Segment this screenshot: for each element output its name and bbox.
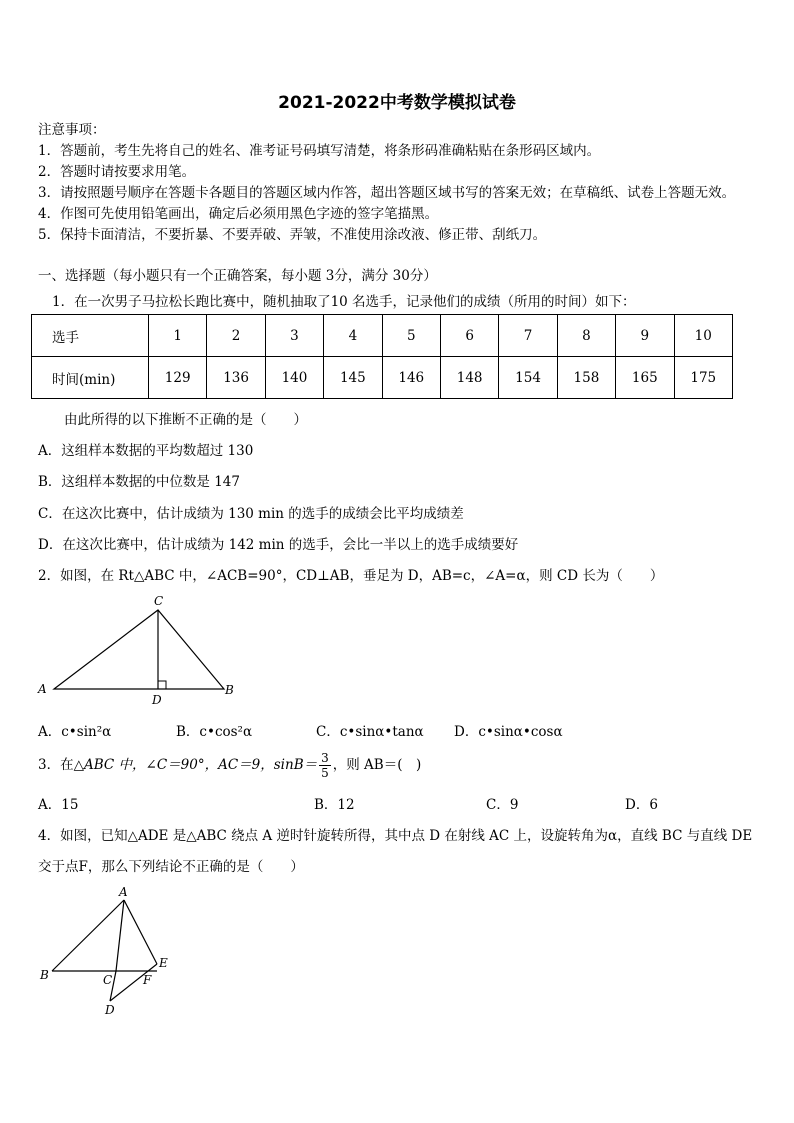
table-cell: 1	[149, 315, 207, 357]
q1-option-b: B．这组样本数据的中位数是 147	[38, 474, 240, 490]
notice-item: 1．答题前，考生先将自己的姓名、准考证号码填写清楚，将条形码准确粘贴在条形码区域内。	[38, 143, 601, 159]
q3-stem	[38, 748, 421, 782]
table-cell: 选手	[32, 315, 149, 357]
q1-data-table	[31, 314, 733, 399]
notice-item: 2．答题时请按要求用笔。	[38, 164, 196, 180]
table-cell: 2	[207, 315, 265, 357]
notice-item: 5．保持卡面清洁，不要折暴、不要弄破、弄皱，不准使用涂改液、修正带、刮纸刀。	[38, 227, 547, 243]
table-cell: 5	[382, 315, 440, 357]
table-cell: 6	[440, 315, 498, 357]
table-cell: 136	[207, 357, 265, 399]
table-cell: 145	[324, 357, 382, 399]
label-b: B	[225, 683, 234, 697]
q1-option-c: C．在这次比赛中，估计成绩为 130 min 的选手的成绩会比平均成绩差	[38, 506, 464, 522]
q4-stem-line1: 4．如图，已知△ADE 是△ABC 绕点 A 逆时针旋转所得，其中点 D 在射线 AC 上，设旋转角为α，直线 BC 与直线 DE	[38, 828, 753, 844]
notice-item: 4．作图可先使用铅笔画出，确定后必须用黑色字迹的签字笔描黑。	[38, 206, 439, 222]
table-cell: 3	[265, 315, 323, 357]
notice-item: 3．请按照题号顺序在答题卡各题目的答题区域内作答，超出答题区域书写的答案无效；在草稿纸、试卷上答题无效。	[38, 185, 736, 201]
q2-option-b: B．c•cos²α	[176, 724, 253, 740]
q3-options	[38, 793, 658, 813]
table-cell: 158	[557, 357, 615, 399]
q2-option-a: A．c•sin²α	[38, 724, 112, 740]
table-cell: 148	[440, 357, 498, 399]
table-row	[32, 315, 733, 357]
q1-option-d: D．在这次比赛中，估计成绩为 142 min 的选手，会比一半以上的选手成绩要好	[38, 537, 519, 553]
label-f: F	[143, 973, 152, 987]
right-angle-mark	[158, 681, 166, 689]
q4-stem-line2: 交于点F，那么下列结论不正确的是（ ）	[38, 859, 304, 875]
label-a: A	[38, 682, 47, 696]
section-heading: 一、选择题（每小题只有一个正确答案，每小题 3分，满分 30分）	[38, 268, 437, 284]
page-title: 2021-2022中考数学模拟试卷	[278, 93, 516, 113]
label-d: D	[105, 1003, 115, 1017]
table-cell: 165	[616, 357, 674, 399]
table-cell: 4	[324, 315, 382, 357]
notice-block	[38, 120, 735, 246]
q1-option-a: A．这组样本数据的平均数超过 130	[38, 443, 254, 459]
q2-option-c: C．c•sinα•tanα	[316, 724, 424, 740]
segment-ac	[116, 900, 124, 971]
q2-option-d: D．c•sinα•cosα	[454, 724, 563, 740]
q3-option-d: D．6	[625, 797, 658, 813]
table-cell: 140	[265, 357, 323, 399]
table-cell: 10	[674, 315, 732, 357]
q3-option-a: A．15	[38, 797, 79, 813]
table-cell: 154	[499, 357, 557, 399]
table-cell: 146	[382, 357, 440, 399]
label-a: A	[119, 885, 128, 899]
triangle-abc	[54, 610, 224, 689]
q1-stem: 1．在一次男子马拉松长跑比赛中，随机抽取了10 名选手，记录他们的成绩（所用的时间）如下：	[52, 294, 636, 310]
segment-ab	[52, 900, 124, 971]
q3-fraction	[319, 751, 331, 780]
q2-stem: 2．如图，在 Rt△ABC 中，∠ACB=90°，CD⊥AB，垂足为 D，AB=c，∠A=α，则 CD 长为（ ）	[38, 568, 664, 584]
q3-option-c: C．9	[486, 797, 519, 813]
q1-prompt: 由此所得的以下推断不正确的是（ ）	[64, 412, 307, 428]
q3-stem-prefix: 3．在	[38, 757, 74, 773]
segment-ae	[124, 900, 157, 964]
q2-triangle-figure	[36, 590, 246, 710]
notice-heading: 注意事项：	[38, 122, 106, 138]
q3-stem-suffix: ，则 AB＝( )	[332, 757, 422, 773]
label-d: D	[152, 693, 162, 707]
q3-stem-math: △ABC 中，∠C＝90°，AC＝9，sinB＝	[73, 757, 318, 773]
table-cell: 175	[674, 357, 732, 399]
table-cell: 8	[557, 315, 615, 357]
label-c: C	[154, 594, 164, 608]
table-cell: 时间(min)	[32, 357, 149, 399]
label-b: B	[40, 968, 49, 982]
table-cell: 9	[616, 315, 674, 357]
table-cell: 7	[499, 315, 557, 357]
table-cell: 129	[149, 357, 207, 399]
fraction-numerator: 3	[321, 751, 329, 765]
table-row	[32, 357, 733, 399]
fraction-denominator: 5	[321, 766, 329, 780]
label-e: E	[159, 956, 168, 970]
q3-option-b: B．12	[314, 797, 355, 813]
label-c: C	[103, 973, 113, 987]
q2-options	[38, 720, 563, 740]
q4-rotation-figure	[34, 884, 184, 1019]
